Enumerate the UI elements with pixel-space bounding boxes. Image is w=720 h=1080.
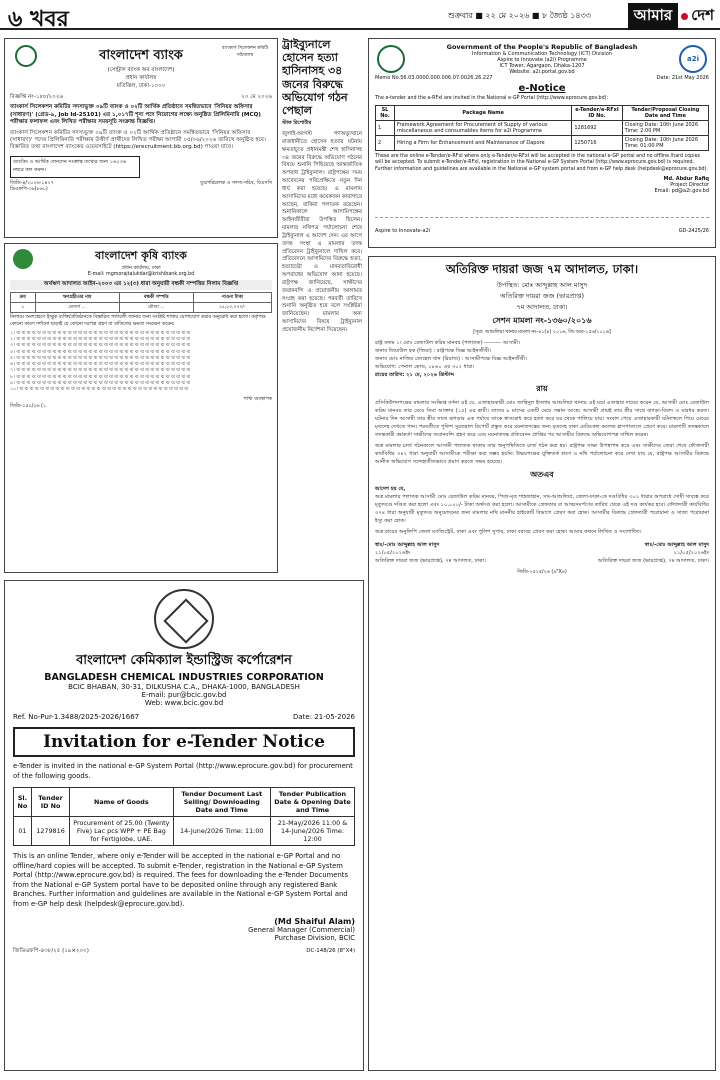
ict-sig-role: Project Director [670, 181, 709, 188]
news-byline: স্টাফ রিপোর্টার [282, 120, 312, 127]
kb-body: নিলামে অংশগ্রহণে ইচ্ছুক ব্যক্তি/প্রতিষ্ঠানকে বিস্তারিত শর্তাবলী জানার জন্য সংশ্লিষ্ট শাখায় যোগাযোগ করার অনুরোধ করা হলো। কর্তৃপক্ষ কোনো কারণ দর্শানো ছাড়াই যে কোনো দরপত্র গ্রহণ বা বাতিলের ক্ষমতা সংরক্ষণ করেন। [10, 315, 266, 327]
table-cell: মৌজা ... [119, 303, 193, 313]
court-parties: রাষ্ট্র বনাম ১। মোঃ রেজাউল করিম মানবর (পলাতক) --------- আসামী। [375, 340, 520, 347]
bcic-col-header: Tender ID No [31, 788, 69, 817]
table-row [14, 817, 355, 846]
bcic-name-bn: বাংলাদেশ কেমিক্যাল ইন্ডাস্ট্রিজ কর্পোরেশন [76, 653, 292, 668]
ict-col-header: Tender/Proposal Closing Date and Time [622, 106, 708, 121]
kb-title: বাংলাদেশ কৃষি ব্যাংক [95, 249, 187, 262]
table-cell: 1 [376, 121, 395, 136]
masthead [0, 0, 720, 30]
court-body3: অত্র মামলার পলাতক আসামী মোঃ রেজাউল করিম মানবর, পিতা-মৃত শাহজাহান, সাং-আশুলিয়া, জেলা-ঢাকা-কে দণ্ডবিধির ৩০২ ধারার অপরাধে দোষী সাব্যস্ত করে মৃত্যুদণ্ডে দণ্ডিত করা হলো এবং ১০,০০০/- টাকা অর্থদণ্ড করা হলো। আসামীকে গ্রেফতার বা আত্মসমর্পণের তারিখ থেকে এই দণ্ড কার্যকর হবে। ফৌজদারী কার্যবিধির ৩৭৪ ধারা অনুযায়ী মৃত্যুদণ্ড অনুমোদনের জন্য মামলার নথি মাননীয় হাইকোর্ট বিভাগে প্রেরণ করা হোক। আসামীর বিরুদ্ধে গ্রেফতারী পরোয়ানা ও সাজা পরোয়ানা ইস্যু করা হোক। [375, 494, 709, 525]
court-sig-left-date: ২১/০৫/২০২৬ইং [375, 550, 411, 557]
bb-sub3: মতিঝিল, ঢাকা-১০০০ [116, 83, 166, 89]
ict-note: These are the online e-Tender/e-RFxI where only e-Tender/e-RFxI will be accepted in the national e-GP portal and no offline /hard copies will be accepted. To submit e-Tender/e-RFxI, registration in the National e-GP System Portal (http://www.eprocure.gov.bd) is required. Further information and guidelines are available in the National e-GP system portal and from e-GP help desk (helpdesk@eprocure.gov.bd). [375, 154, 708, 172]
table-cell: ১ [11, 303, 36, 313]
court-section-order: আদেশ হয় যে, [375, 486, 406, 493]
bb-ref2: জিডি-৪/২০২৬-১৪২৭ [10, 180, 54, 186]
bcic-intro: e-Tender is invited in the national e-GP System Portal (http://www.eprocure.gov.bd) for procurement of the following goods. [13, 762, 353, 780]
kb-footer-code: জিডি-১৫০/২৬ (১ [10, 403, 47, 409]
court-sub-case: [সূত্র: আশুলিয়া থানার মামলা নং-৪১(৪) ২০১৬, জি.আর-১৫৬/২০১৬] [473, 330, 611, 335]
bangladesh-bank-logo-icon [15, 45, 37, 67]
court-body2: অত্র মামলার চার্জ গঠনকালে আসামী পলাতক থাকায় তার অনুপস্থিতিতে চার্জ গঠন করা হয়। রাষ্ট্রপক্ষ সাক্ষ্য উপস্থাপন করে এবং সাক্ষীদের জেরা শেষে ফৌজদারী কার্যবিধির ৩৪২ ধারা অনুযায়ী আসামীকে পরীক্ষা করা সম্ভব হয়নি। উভয়পক্ষের যুক্তিতর্ক শ্রবণ ও নথি পর্যালোচনা করে দেখা যায় যে, রাষ্ট্রপক্ষ আসামীর বিরুদ্ধে আনীত অভিযোগ সন্দেহাতীতভাবে প্রমাণ করতে সক্ষম হয়েছে। [375, 442, 709, 465]
bcic-tender-table [13, 787, 355, 846]
bcic-ref: Ref. No-Pur-1.3488/2025-2026/1667 [13, 713, 140, 721]
kb-col-header: বন্ধকী সম্পত্তি [119, 293, 193, 303]
krishi-bank-logo-icon [13, 249, 33, 269]
table-cell: 1281692 [572, 121, 622, 136]
table-row [11, 303, 272, 313]
bb-sig-role: যুগ্মপরিচালক ও সদস্য-সচিব, বিএসসি [200, 180, 272, 186]
ict-address: ICT Tower, Agargaon, Dhaka-1207 [499, 63, 585, 69]
kb-email[interactable]: E-mail: mgmorajtalukdar@krishibank.org.bd [87, 272, 195, 278]
ict-division: Information & Communication Technology (ICT) Division [472, 51, 612, 57]
bcic-name-en: BANGLADESH CHEMICAL INDUSTRIES CORPORATION [44, 672, 324, 683]
court-case-number: সেশন মামলা নং-১৩৬০/২০১৬ [492, 316, 592, 325]
court-name: ৭ম আদালত, ঢাকা। [516, 303, 568, 311]
bcic-logo-icon [154, 589, 214, 649]
bcic-web[interactable]: Web: www.bcic.gov.bd [144, 699, 224, 707]
news-headline[interactable]: ট্রাইব্যুনালে হোসেন হত্যা হাসিনাসহ ৩৪ জনের বিরুদ্ধে অভিযোগ গঠন পেছাল [282, 38, 348, 117]
bb-headline: ব্যাংকার্স সিলেকশন কমিটির সদস্যভুক্ত ০৯টি ব্যাংক ও ০২টি আর্থিক প্রতিষ্ঠানে সমন্বিতভাবে 'সিনিয়র অফিসার (সাধারণ)' (গ্রেড-৯, Job Id-25101) এর ১,০১৭টি শূন্য পদে নিয়োগের লক্ষ্যে অনুষ্ঠিত প্রিলিমিনারি (MCQ) পরীক্ষার ফলাফল এবং লিখিত পরীক্ষার সময়সূচি সংক্রান্ত বিজ্ঞপ্তি। [10, 104, 261, 126]
bb-body: ব্যাংকার্স সিলেকশন কমিটির সদস্যভুক্ত ০৯টি ব্যাংক ও ০২টি আর্থিক প্রতিষ্ঠানে সমন্বিতভাবে 'সিনিয়র অফিসার (সাধারণ)' পদের প্রিলিমিনারি পরীক্ষায় উত্তীর্ণ প্রার্থীদের লিখিত পরীক্ষা আগামী ০৫/০৬/২০২৬ তারিখে অনুষ্ঠিত হবে। বিস্তারিত তথ্য বাংলাদেশ ব্যাংকের ওয়েবসাইটে (https://erecruitment.bb.org.bd) পাওয়া যাবে। [10, 129, 266, 151]
bcic-sig-name: (Md Shaiful Alam) [274, 917, 355, 927]
court-section-verdict: রায় [536, 383, 548, 393]
ict-col-header: Package Name [394, 106, 571, 121]
table-cell: ২৫,৮০,০০০/- [193, 303, 271, 313]
court-verdict-notice [368, 256, 716, 1071]
table-cell: Procurement of 25.00 (Twenty Five) Lac pcs WPP + PE Bag for Fertiglobe, UAE. [70, 817, 173, 846]
brand-dot-icon [681, 13, 688, 20]
court-sig-right-role: অতিরিক্ত দায়রা জজ (ভারপ্রাপ্ত), ৭ম আদালত, ঢাকা। [598, 558, 709, 565]
court-signatures [375, 542, 709, 566]
table-row [376, 121, 709, 136]
bcic-footer-left: জিডিএফপি-৪৩৮/২৫ (১৯×২০০) [13, 948, 89, 955]
bcic-sig-dept: Purchase Division, BCIC [274, 934, 355, 943]
court-present: উপস্থিত: মোঃ আব্দুল্লাহ আল মাসুদ [496, 281, 588, 289]
court-lawyer-prosecution: জনাব জিয়াউল হক (জিয়া) : রাষ্ট্রপক্ষে বিজ্ঞ আইনজীবী। [375, 348, 492, 355]
ict-footer-code: GD-2425/26 [678, 227, 709, 234]
table-cell: Framework Agreement for Procurement of Supply of various miscellaneous and consumables items for a2i Programme [394, 121, 571, 136]
news-article [282, 38, 362, 573]
court-lawyer-defence: জনাব মোঃ নাজিম তোহেল খান (রিয়াজ) : আসামীপক্ষে বিজ্ঞ আইনজীবী। [375, 356, 528, 363]
newspaper-logo[interactable] [628, 3, 714, 30]
table-cell: 01 [14, 817, 32, 846]
bcic-col-header: Tender Document Last Selling/ Downloading Date and Time [173, 788, 271, 817]
bb-notice-box: ব্যাংকিং ও আর্থিক লেনদেন সংক্রান্ত তথ্যের জন্য ১৬২৩৬ নম্বরে কল করুন। [10, 156, 140, 178]
court-section-therefore: অতএব [530, 470, 554, 480]
bcic-email[interactable]: E-mail: pur@bcic.gov.bd [141, 691, 227, 699]
ict-intro: The e-tender and the e-RFxI are invited in the National e-GP Portal (http://www.eprocure.gov.bd): [375, 96, 609, 101]
kb-sig: শাখা ব্যবস্থাপক [243, 397, 272, 403]
ict-sig-name: Md. Abdur Rafiq [663, 175, 709, 182]
ict-program: Aspire to Innovate (a2i) Programme [497, 57, 587, 63]
kb-property-table [10, 292, 272, 313]
bb-sub1: (সেন্ট্রাল ব্যাংক অব বাংলাদেশ) [107, 67, 175, 73]
court-verdict-date: রায়ের তারিখ: ২১ মে, ২০২৬ খ্রিস্টাব্দ [375, 372, 454, 379]
ict-website[interactable]: Website: a2i.portal.gov.bd [509, 69, 575, 75]
court-role: অতিরিক্ত দায়রা জজ (ভারপ্রাপ্ত) [500, 292, 584, 300]
court-sig-right-name: স্বাঃ/-মোঃ আব্দুল্লাহ আল মাসুদ [644, 542, 709, 549]
ict-title: e-Notice [518, 83, 566, 94]
court-body4: অত্র রায়ের অনুলিপি জেলা ম্যাজিস্ট্রেট, ঢাকা এবং পুলিশ সুপার, ঢাকা বরাবর প্রেরণ করা হোক। আমার কথনে লিখিত ও সংশোধিত। [375, 529, 642, 536]
court-sig-left-name: স্বাঃ/-মোঃ আব্দুল্লাহ আল মাসুদ [375, 542, 440, 549]
bcic-col-header: Name of Goods [70, 788, 173, 817]
table-row [376, 136, 709, 151]
bcic-address: BCIC BHABAN, 30-31, DILKUSHA C.A., DHAKA-1000, BANGLADESH [68, 683, 300, 691]
ict-col-header: SL No. [376, 106, 395, 121]
page-label: ৬ খবর [8, 6, 69, 32]
bangladesh-bank-ad [4, 38, 278, 238]
bb-right-text: ব্যাংকার্স সিলেকশন কমিটি সচিবালয় [222, 46, 268, 58]
kb-notice-heading: অর্থঋণ আদালত আইন-২০০৩ এর ১২(৩) ধারা অনুযায়ী বন্ধকী সম্পত্তির নিলাম বিজ্ঞপ্তি [10, 280, 272, 290]
table-cell: 14-June/2026 Time: 11:00 [173, 817, 271, 846]
table-cell: মেসার্স ... [35, 303, 119, 313]
table-cell: 2 [376, 136, 395, 151]
bb-title: বাংলাদেশ ব্যাংক [99, 48, 183, 63]
bb-date: ২০ মে ২০২৬ [241, 94, 272, 100]
ict-footer [375, 217, 709, 243]
court-body1: প্রসিকিউশনপক্ষের মামলার সংক্ষিপ্ত বর্ণনা এই যে, এজাহারকারী মোঃ জাহিদুল ইসলাম আশুলিয়া থানায় এই মর্মে এজাহার দায়ের করেন যে, আসামী মোঃ রেজাউল করিম মানবর তার মেয়ে সিমা আক্তার (১৫) এর স্বামী। তাদের ৮ মাসের একটি মেয়ে সন্তান আছে। আসামী প্রায়ই তার স্ত্রীর সাথে ঝগড়া-বিবাদ ও মারধর করত। ঘটনার দিন আসামী তার স্ত্রীর সাথে ঝগড়ার এক পর্যায়ে তাকে শ্বাসরোধ করে হত্যা করে ঘর থেকে পালিয়ে যায়। সংবাদ পেয়ে এজাহারকারী ঘটনাস্থলে গিয়ে মেয়ের মৃতদেহ দেখতে পান। পরবর্তীতে পুলিশ সুরতহাল রিপোর্ট প্রস্তুত করে ময়নাতদন্তের জন্য মৃতদেহ ঢাকা মেডিকেল কলেজ হাসপাতালে প্রেরণ করে। মামলাটি তদন্তকালে তদন্তকারী কর্মকর্তা সাক্ষীদের জবানবন্দি গ্রহণ করে এবং ময়নাতদন্ত প্রতিবেদন প্রাপ্তির পর আসামীর বিরুদ্ধে অভিযোগপত্র দাখিল করেন। [375, 399, 709, 438]
court-sig-right-date: ২১/০৫/২০২৬ইং [673, 550, 709, 557]
ict-division-notice [368, 38, 716, 248]
bcic-footer-code: DC-148/26 (8"X4) [306, 948, 355, 955]
ict-gov: Government of the People's Republic of Bangladesh [446, 43, 638, 51]
table-cell: Closing Date: 10th June 2026 Time: 01:00 PM [622, 136, 708, 151]
court-head: অতিরিক্ত দায়রা জজ ৭ম আদালত, ঢাকা। [445, 262, 639, 276]
bcic-col-header: Sl. No [14, 788, 32, 817]
table-cell: 1279816 [31, 817, 69, 846]
kb-col-header: পাওনা টাকা [193, 293, 271, 303]
ict-tender-table [375, 105, 709, 151]
bb-footer-code: ডিএফপি-৩৯(৮৬০) [10, 186, 48, 192]
bcic-title: Invitation for e-Tender Notice [13, 727, 355, 757]
table-cell: 1250716 [572, 136, 622, 151]
bcic-footer-text: This is an online Tender, where only e-Tender will be accepted in the national e-GP Portal and no offline/hard copies will be accepted. To submit e-Tender, registration in the National e-GP System Portal (http://www.eprocure.gov.bd) is required. The fees for downloading the e-Tender Documents from the National e-GP System portal have to be deposited online through any registered Bank Branches. Further information and guidelines are available in the National e-GP System Portal and from e-GP help desk (helpdesk@eprocure.gov.bd). [13, 852, 348, 908]
bb-sub2: প্রধান কার্যালয় [125, 75, 157, 81]
ict-memo: Memo No.56.03.0000.000.006.07.0026.26.227 [375, 75, 493, 81]
bb-ref: বিজ্ঞপ্তি নং-১৮৮/২০২৬ [10, 94, 64, 100]
bcic-sig-role: General Manager (Commercial) [248, 926, 355, 935]
ict-date: Date: 21st May 2026 [656, 75, 709, 81]
kb-terms-placeholder: ১। ঝ ঝ ঝ ঝ ঝ ঝ ঝ ঝ ঝ ঝ ঝ ঝ ঝ ঝ ঝ ঝ ঝ ঝ ঝ ঝ ঝ ঝ ঝ ঝ ঝ ঝ ঝ ঝ ঝ ঝ ঝ ঝ ঝ ঝ ২। ঝ ঝ ঝ ঝ ঝ ঝ ঝ ঝ ঝ ঝ ঝ ঝ ঝ ঝ ঝ ঝ ঝ ঝ ঝ ঝ ঝ ঝ ঝ ঝ ঝ ঝ ঝ ঝ ঝ ঝ ঝ ঝ ঝ ঝ ৩। ঝ ঝ ঝ ঝ ঝ ঝ ঝ ঝ ঝ ঝ ঝ ঝ ঝ ঝ ঝ ঝ ঝ ঝ ঝ ঝ ঝ ঝ ঝ ঝ ঝ ঝ ঝ ঝ ঝ ঝ ঝ ঝ ঝ ঝ ৪। ঝ ঝ ঝ ঝ ঝ ঝ ঝ ঝ ঝ ঝ ঝ ঝ ঝ ঝ ঝ ঝ ঝ ঝ ঝ ঝ ঝ ঝ ঝ ঝ ঝ ঝ ঝ ঝ ঝ ঝ ঝ ঝ ঝ ঝ ৫। ঝ ঝ ঝ ঝ ঝ ঝ ঝ ঝ ঝ ঝ ঝ ঝ ঝ ঝ ঝ ঝ ঝ ঝ ঝ ঝ ঝ ঝ ঝ ঝ ঝ ঝ ঝ ঝ ঝ ঝ ঝ ঝ ঝ ঝ ৬। ঝ ঝ ঝ ঝ ঝ ঝ ঝ ঝ ঝ ঝ ঝ ঝ ঝ ঝ ঝ ঝ ঝ ঝ ঝ ঝ ঝ ঝ ঝ ঝ ঝ ঝ ঝ ঝ ঝ ঝ ঝ ঝ ঝ ঝ ৭। ঝ ঝ ঝ ঝ ঝ ঝ ঝ ঝ ঝ ঝ ঝ ঝ ঝ ঝ ঝ ঝ ঝ ঝ ঝ ঝ ঝ ঝ ঝ ঝ ঝ ঝ ঝ ঝ ঝ ঝ ঝ ঝ ঝ ঝ ৮। ঝ ঝ ঝ ঝ ঝ ঝ ঝ ঝ ঝ ঝ ঝ ঝ ঝ ঝ ঝ ঝ ঝ ঝ ঝ ঝ ঝ ঝ ঝ ঝ ঝ ঝ ঝ ঝ ঝ ঝ ঝ ঝ ঝ ঝ ৯। ঝ ঝ ঝ ঝ ঝ ঝ ঝ ঝ ঝ ঝ ঝ ঝ ঝ ঝ ঝ ঝ ঝ ঝ ঝ ঝ ঝ ঝ ঝ ঝ ঝ ঝ ঝ ঝ ঝ ঝ ঝ ঝ ঝ ঝ ১০। ঝ ঝ ঝ ঝ ঝ ঝ ঝ ঝ ঝ ঝ ঝ ঝ ঝ ঝ ঝ ঝ ঝ ঝ ঝ ঝ ঝ ঝ ঝ ঝ ঝ ঝ ঝ ঝ ঝ ঝ ঝ ঝ ঝ [10, 330, 191, 393]
a2i-logo-icon: a2i [679, 45, 707, 73]
bcic-date: Date: 21-05-2026 [293, 713, 355, 721]
bcic-col-header: Tender Publication Date & Opening Date and Time [271, 788, 355, 817]
ict-sig-email[interactable]: Email: pd@a2i.gov.bd [654, 187, 709, 194]
bcic-tender-ad [4, 580, 364, 1071]
date-line: শুক্রবার ■ ২২ মে ২০২৬ ■ ৮ জ্যৈষ্ঠ ১৪৩৩ [448, 11, 592, 20]
government-seal-icon [377, 45, 405, 73]
news-body: জুলাই-আগস্ট গণঅভ্যুত্থানে রাজধানীতে হোসেন হত্যার ঘটনায় ক্ষমতাচ্যুত প্রধানমন্ত্রী শেখ হাসিনাসহ ৩৪ জনের বিরুদ্ধে অভিযোগ গঠনের বিষয়ে শুনানি পিছিয়েছে আন্তর্জাতিক অপরাধ ট্রাইব্যুনাল। রাষ্ট্রপক্ষের সময় আবেদনের পরিপ্রেক্ষিতে নতুন দিন ধার্য করা হয়েছে। এ মামলায় আসামিদের মধ্যে কয়েকজন কারাগারে আছেন, বাকিরা পলাতক রয়েছেন। শুনানিকালে আসামিপক্ষের আইনজীবীরা উপস্থিত ছিলেন। মামলার নথিপত্র পর্যালোচনা শেষে ট্রাইব্যুনাল এ আদেশ দেন। এর আগে তদন্ত সংস্থা এ মামলার তদন্ত প্রতিবেদন ট্রাইব্যুনালে দাখিল করে। প্রতিবেদনে আসামিদের বিরুদ্ধে হত্যা, হত্যাচেষ্টা ও মানবতাবিরোধী অপরাধের অভিযোগ আনা হয়েছে। রাষ্ট্রপক্ষ জানিয়েছে, সাক্ষীদের জবানবন্দি ও প্রয়োজনীয় আলামত সংগ্রহ করা হয়েছে। পরবর্তী তারিখে শুনানি অনুষ্ঠিত হবে বলে সংশ্লিষ্টরা জানিয়েছেন। মামলার অন্য আসামিদের বিষয়ে ট্রাইব্যুনাল প্রয়োজনীয় নির্দেশনা দিয়েছেন। [282, 131, 362, 333]
brand-right-text: দেশ [691, 6, 714, 24]
kb-col-header: ঋণগ্রহীতার নাম [35, 293, 119, 303]
krishi-bank-ad [4, 243, 278, 573]
kb-sub: প্রধান কার্যালয়, ঢাকা [121, 266, 161, 271]
table-cell: Closing Date: 10th June 2026 Time: 2:00 PM [622, 121, 708, 136]
court-footer-code: জিডি-২৫২৫/২৬ (৯"X৪) [517, 570, 567, 576]
table-cell: Hiring a Firm for Enhancement and Maintenance of Dapore [394, 136, 571, 151]
court-charge: অভিযোগ: পেনাল কোড, ১৮৬০ এর ৩০২ ধারা। [375, 364, 475, 371]
table-cell: 21-May/2026 11:00 & 14-June/2026 Time: 12:00 [271, 817, 355, 846]
ict-col-header: e-Tender/e-RFxI ID No. [572, 106, 622, 121]
kb-col-header: ক্রম [11, 293, 36, 303]
court-sig-left-role: অতিরিক্ত দায়রা জজ (ভারপ্রাপ্ত), ৭ম আদালত, ঢাকা। [375, 558, 486, 565]
ict-footer-tag: Aspire to Innovate-a2i [375, 227, 431, 234]
brand-left-text: আমার [628, 3, 678, 30]
